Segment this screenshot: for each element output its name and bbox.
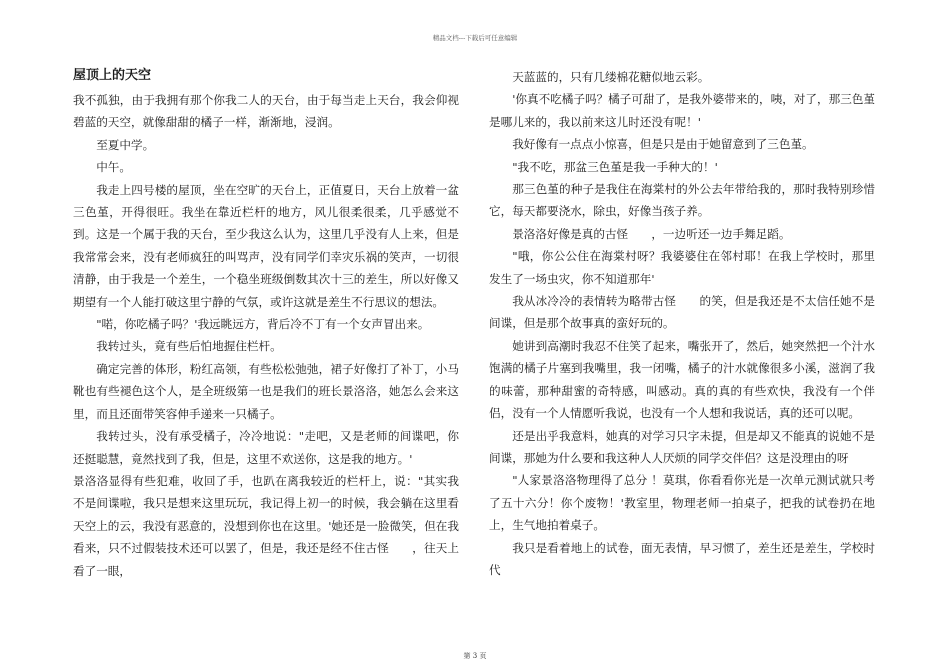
paragraph: 确定完善的体形，粉红高领，有些松松弛弛，裙子好像打了补丁，小马靴也有些褪色这个人，是全班级第一也是我们的班长景洛洛，她怎么会来这里，而且还面带笑容伸手递来一只橘子。 bbox=[73, 361, 459, 421]
paragraph: 那三色堇的种子是我住在海棠村的外公去年带给我的，那时我特别珍惜它，每天都要浇水，除虫，好像当孩子养。 bbox=[489, 182, 875, 219]
paragraph: 我不孤独，由于我拥有那个你我二人的天台，由于每当走上天台，我会仰视碧蓝的天空，就像甜甜的橘子一样，渐渐地，浸润。 bbox=[73, 93, 459, 130]
paragraph: "我不吃，那盆三色堇是我一手种大的！' bbox=[512, 159, 718, 174]
paragraph: 景洛洛显得有些犯难，收回了手，也趴在离我较近的栏杆上，说："其实我不是间谍啦，我只是想来这里玩玩，我记得上初一的时候，我会躺在这里看天空上的云，我没有恶意的，没想到你也在这里。'她还是一脸微笑，但在我看来，只不过假装技术还可以罢了，但是，我还是经不住古怪 ，往天上看了一眼， bbox=[73, 473, 459, 578]
paragraph: 天蓝蓝的，只有几缕棉花糖似地云彩。 bbox=[512, 70, 710, 84]
left-paragraphs bbox=[73, 89, 459, 582]
paragraph: 至夏中学。 bbox=[96, 137, 155, 152]
page-header: 精品文档---下载后可任意编辑 bbox=[432, 34, 518, 42]
page-number: 第 3 页 bbox=[463, 652, 487, 660]
paragraph: 我转过头，没有承受橘子，冷冷地说："走吧，又是老师的间谍吧，你还挺聪慧，竟然找到了我，但是，这里不欢送你，这是我的地方。' bbox=[73, 429, 459, 466]
paragraph: 我好像有一点点小惊喜，但是只是由于她留意到了三色堇。 bbox=[512, 137, 814, 152]
paragraph: 我只是看着地上的试卷，面无表情，早习惯了，差生还是差生，学校时代 bbox=[489, 540, 875, 577]
paragraph: 景洛洛好像是真的古怪 ，一边听还一边手舞足蹈。 bbox=[512, 226, 791, 241]
paragraph: "人家景洛洛物理得了总分 ！莫琪，你看看你光是一次单元测试就只考了五十六分！你个废物！'教室里，物理老师一拍桌子，把我的试卷扔在地上，生气地拍着桌子。 bbox=[489, 473, 875, 533]
paragraph: "哦，你公公住在海棠村呀？我婆婆住在邻村耶！在我上学校时，那里发生了一场虫灾，你不知道那年' bbox=[489, 249, 875, 286]
right-paragraphs bbox=[489, 66, 875, 581]
article-title: 屋顶上的天空 bbox=[73, 68, 152, 83]
paragraph: 她讲到高潮时我忍不住笑了起来，嘴张开了，然后，她突然把一个汁水饱满的橘子片塞到我嘴里，我一闭嘴，橘子的汁水就像很多小溪，滋润了我的味蕾，那种甜蜜的奇特感，叫感动。真的真的有些欢快，我没有一个伴侣，没有一个人情愿听我说，也没有一个人想和我说话，真的还可以呢。 bbox=[489, 338, 875, 421]
paragraph: 中午。 bbox=[96, 160, 131, 175]
right-column bbox=[489, 66, 875, 581]
left-column bbox=[73, 66, 459, 582]
paragraph: 还是出乎我意料，她真的对学习只字未提，但是却又不能真的说她不是间谍，那她为什么要和我这种人人厌烦的同学交伴侣？这是没理由的呀 bbox=[489, 428, 875, 465]
paragraph: 我从冰冷冷的表情转为略带古怪 的笑，但是我还是不太信任她不是间谍，但是那个故事真的蛮好玩的。 bbox=[489, 294, 875, 331]
paragraph: 我转过头，竟有些后怕地握住栏杆。 bbox=[96, 339, 282, 354]
paragraph: "喏，你吃橘子吗？'我远眺远方，背后冷不丁有一个女声冒出来。 bbox=[96, 317, 430, 332]
paragraph: 我走上四号楼的屋顶，坐在空旷的天台上，正值夏日，天台上放着一盆三色堇，开得很旺。我坐在靠近栏杆的地方，风儿很柔很柔，几乎感觉不到。这是一个属于我的天台，至少我这么认为，这里几乎没有人上来，但是我常常会来，没有老师疯狂的叫骂声，没有同学们幸灾乐祸的笑声，一切很清静，由于我是一个差生，一个稳坐班级倒数其次十三的差生，所以好像又期望有一个人能打破这里宁静的气氛，或许这就是差生不行思议的想法。 bbox=[73, 182, 459, 309]
paragraph: '你真不吃橘子吗？橘子可甜了，是我外婆带来的，咦，对了，那三色堇是哪儿来的，我以前来这儿时还没有呢！' bbox=[489, 92, 875, 129]
